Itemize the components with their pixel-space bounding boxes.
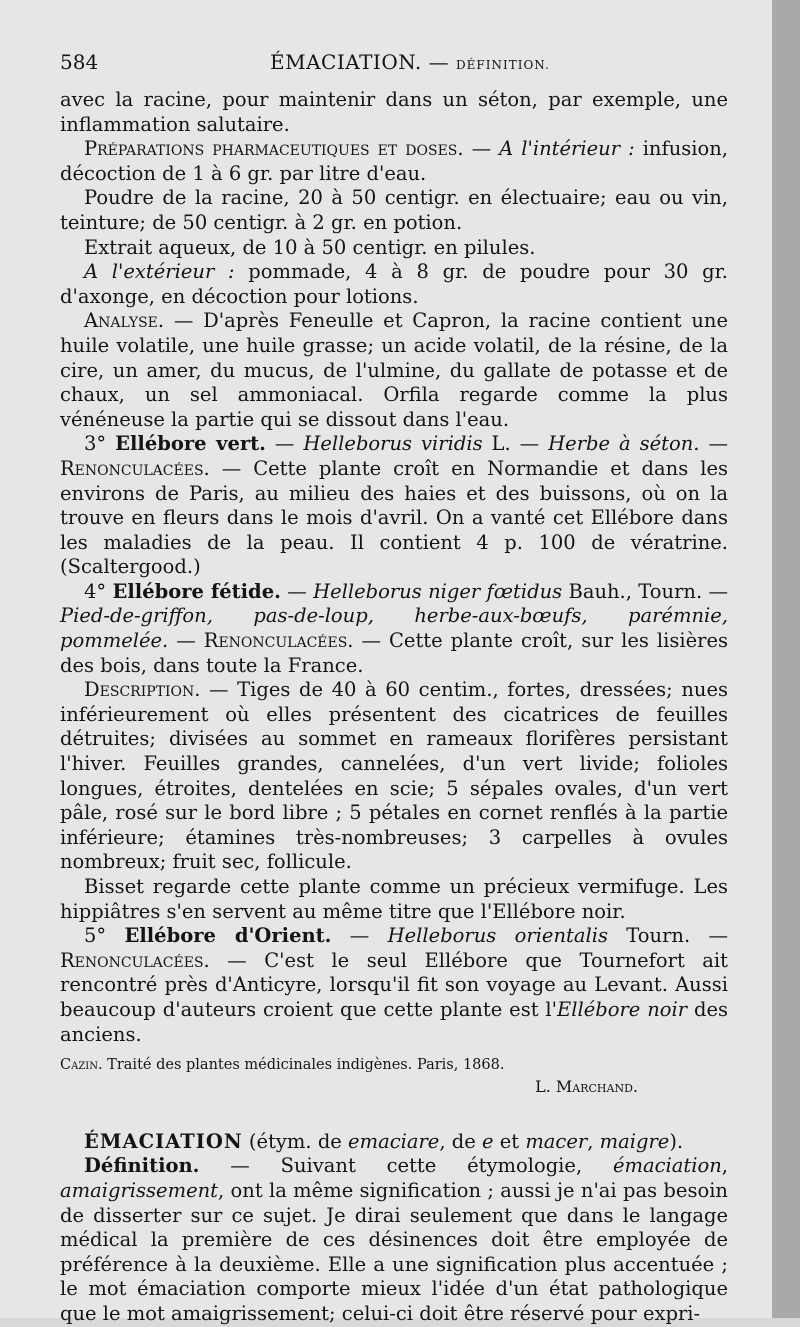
paragraph-analyse: Analyse. — D'après Feneulle et Capron, la racine contient une huile volatile, une huile grasse; un acide volatil, de la résine, de la cire, un amer, du mucus, de l'ulmine, du gallate de potasse et de chaux, un sel ammoniacal. Orfila regarde comme la plus vénéneuse la partie qui se dissout dans l'eau. [60, 309, 728, 431]
running-subtitle: DÉFINITION. [456, 58, 550, 72]
paragraph-bisset: Bisset regarde cette plante comme un précieux vermifuge. Les hippiâtres s'en servent au même titre que l'Ellébore noir. [60, 875, 728, 923]
page-edge-shadow [772, 0, 800, 1318]
running-title: ÉMACIATION. [270, 50, 422, 74]
page-header [60, 50, 728, 84]
page-number: 584 [60, 50, 99, 74]
entry-name: Ellébore fétide. [112, 579, 281, 603]
entry-ellebore-fetide: 4° Ellébore fétide. — Helleborus niger fœtidus Bauh., Tourn. — Pied-de-griffon, pas-de-loup, herbe-aux-bœufs, parémnie, pommelée. — Renonculacées. — Cette plante croît, sur les lisières des bois, dans toute la France. [60, 579, 728, 677]
paragraph-description: Description. — Tiges de 40 à 60 centim., fortes, dressées; nues inférieurement où elles présentent des cicatrices de feuilles détruites; divisées au sommet en rameaux florifères persistant l'hiver. Feuilles grandes, cannelées, d'un vert livide; folioles longues, étroites, dentelées en scie; 5 sépales ovales, d'un vert pâle, rosé sur le bord libre ; 5 pétales en cornet renflés à la partie inférieure; étamines très-nombreuses; 3 carpelles à ovules nombreux; fruit sec, follicule. [60, 678, 728, 874]
paragraph-racine: avec la racine, pour maintenir dans un séton, par exemple, une inflammation salutaire. [60, 88, 728, 136]
bibliographic-source: Cazin. Traité des plantes médicinales indigènes. Paris, 1868. [60, 1057, 505, 1074]
page-body [60, 88, 728, 1327]
paragraph-definition: Définition. — Suivant cette étymologie, émaciation, amaigrissement, ont la même signification ; aussi je n'ai pas besoin de disserter sur ce sujet. Je dirai seulement que dans le langage médical la première de ces désinences doit être employée de préférence à la deuxième. Elle a une signification plus accentuée ; le mot émaciation comporte mieux l'idée d'un état pathologique que le mot amaigrissement; celui-ci doit être réservé pour expri- [60, 1154, 728, 1325]
paragraph-preparations: Préparations pharmaceutiques et doses. — A l'intérieur : infusion, décoction de 1 à 6 gr. par litre d'eau. [60, 137, 729, 185]
entry-name: Ellébore vert. [115, 432, 266, 456]
entry-title: ÉMACIATION [84, 1129, 243, 1153]
entry-ellebore-orient: 5° Ellébore d'Orient. — Helleborus orientalis Tourn. — Renonculacées. — C'est le seul Ellébore que Tournefort ait rencontré près d'Anticyre, lorsqu'il fit son voyage au Levant. Aussi beaucoup d'auteurs croient que cette plante est l'Ellébore noir des anciens. [60, 924, 729, 1046]
entry-name: Ellébore d'Orient. [124, 924, 332, 948]
paragraph-extrait: Extrait aqueux, de 10 à 50 centigr. en pilules. [84, 235, 536, 259]
entry-emaciation: ÉMACIATION (étym. de emaciare, de e et macer, maigre). [84, 1129, 684, 1153]
entry-ellebore-vert: 3° Ellébore vert. — Helleborus viridis L. — Herbe à séton. — Renonculacées. — Cette plante croît en Normandie et dans les environs de Paris, au milieu des haies et des buissons, où on la trouve en fleurs dans le mois d'avril. On a vanté cet Ellébore dans les maladies de la peau. Il contient 4 p. 100 de vératrine. (Scaltergood.) [60, 432, 728, 579]
paragraph-poudre: Poudre de la racine, 20 à 50 centigr. en électuaire; eau ou vin, teinture; de 50 centigr. à 2 gr. en potion. [60, 186, 728, 234]
running-head: ÉMACIATION. — DÉFINITION. [270, 50, 550, 74]
author-signature: L. Marchand. [535, 1077, 638, 1097]
paragraph-exterieur: A l'extérieur : pommade, 4 à 8 gr. de poudre pour 30 gr. d'axonge, en décoction pour lotions. [60, 260, 728, 308]
